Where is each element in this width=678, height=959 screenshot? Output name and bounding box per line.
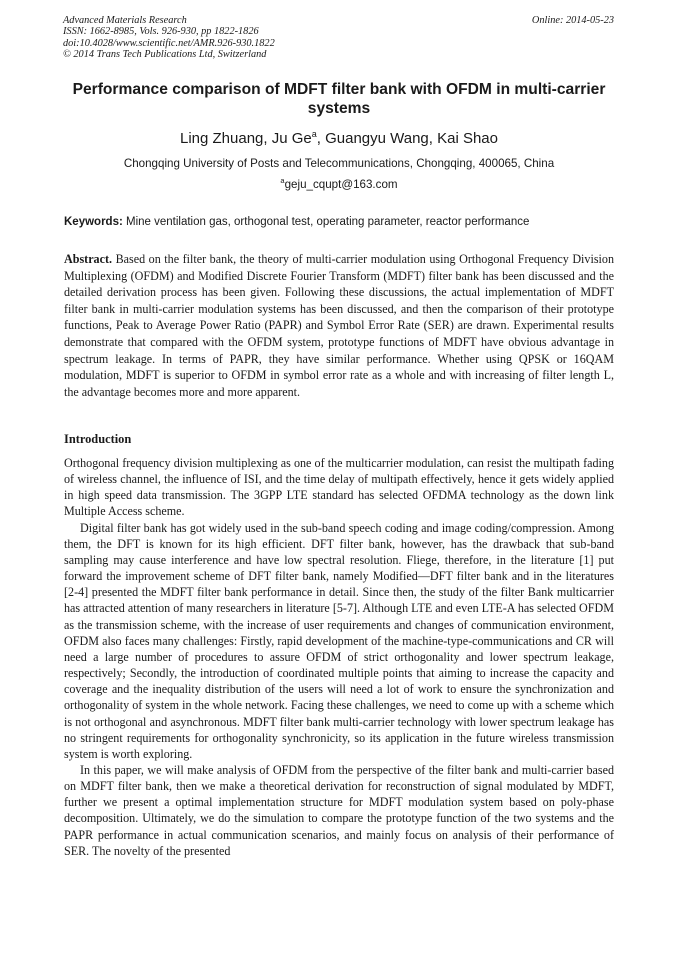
paper-title: Performance comparison of MDFT filter bank with OFDM in multi-carrier systems [72, 81, 606, 117]
issn-line: ISSN: 1662-8985, Vols. 926-930, pp 1822-1826 [63, 26, 259, 38]
email-address: geju_cqupt@163.com [284, 178, 398, 191]
keywords-label: Keywords: [64, 216, 123, 228]
authors-part2: , Guangyu Wang, Kai Shao [316, 130, 498, 147]
author-mark: a [311, 129, 317, 139]
affiliation: Chongqing University of Posts and Telecommunications, Chongqing, 400065, China [123, 157, 555, 170]
paragraph: Orthogonal frequency division multiplexing as one of the multicarrier modulation, can resist the multipath fading of wireless channel, the influence of ISI, and the time delay of multipath effectively, hence it gets widely applied in high speed data transmission. The 3GPP LTE standard has selected OFDMA technology as the down link Multiple Access scheme. [64, 456, 614, 519]
authors-part1: Ling Zhuang, Ju Ge [179, 130, 312, 147]
abstract-label: Abstract. [64, 252, 113, 266]
keywords [64, 215, 624, 229]
author-list [40, 130, 638, 148]
paragraph: In this paper, we will make analysis of OFDM from the perspective of the filter bank and multi-carrier based on MDFT filter bank, then we make a theoretical derivation for reconstruction of signal modulated by MDFT, further we present a optimal implementation structure for MDFT modulation system based on poly-phase decomposition. Ultimately, we do the simulation to compare the prototype function of the two systems and the PAPR performance in actual communication scenarios, and mainly focus on analysis of their performance of SER. The novelty of the presented [64, 762, 614, 858]
journal-header [63, 15, 275, 60]
introduction-body [64, 455, 614, 859]
keywords-text: Mine ventilation gas, orthogonal test, operating parameter, reactor performance [122, 216, 530, 228]
section-heading-introduction: Introduction [64, 432, 132, 446]
online-date: Online: 2014-05-23 [531, 15, 614, 26]
author-email [30, 178, 648, 192]
paragraph: Digital filter bank has got widely used in the sub-band speech coding and image coding/compression. Among them, the DFT is known for its high efficient. DFT filter bank, however, has the drawback that sub-band sampling may cause interference and have low spectral resolution. Fliege, therefore, in the literature [1] put forward the improvement scheme of DFT filter bank, namely Modified—DFT filter bank and in the literatures [2-4] presented the MDFT filter bank performance in detail. Since then, the study of the filter Bank multicarrier has attracted attention of many researchers in literature [5-7]. Although LTE and even LTE-A has selected OFDM as the transmission scheme, with the increase of user requirements and changes of communication environment, OFDM also faces many challenges: Firstly, rapid development of the machine-type-communications and CR will need a large number of procedures to assure OFDM of strict orthogonality and lower spectrum leakage, respectively; Secondly, the introduction of coordinated multiple points that aiming to increase the capacity and coverage and the inequality distribution of the users will need a lot of work to ensure the synchronization and orthogonality of system in the whole network. Facing these challenges, we need to come up with a scheme which is not orthogonal and asynchronous. MDFT filter bank multi-carrier technology with lower spectrum leakage has no stringent requirements for orthogonality synchronicity, so its application in the future wireless transmission system is worth exploring. [64, 520, 614, 761]
email-mark: a [280, 176, 285, 185]
copyright-line: © 2014 Trans Tech Publications Ltd, Switzerland [63, 48, 267, 60]
doi-line: doi:10.4028/www.scientific.net/AMR.926-930.1822 [63, 37, 275, 49]
journal-name: Advanced Materials Research [63, 15, 187, 26]
abstract-text: Based on the filter bank, the theory of multi-carrier modulation using Orthogonal Frequency Division Multiplexing (OFDM) and Modified Discrete Fourier Transform (MDFT) filter bank has been discussed and the detailed derivation process has been given. Following these discussions, the actual implementation of MDFT filter bank in multi-carrier modulation systems has been discussed, and then the comparison of their prototype functions, Peak to Average Power Ratio (PAPR) and Symbol Error Rate (SER) are drawn. Experimental results demonstrate that compared with the OFDM system, prototype functions of MDFT have obvious advantage in spectrum leakage. In terms of PAPR, they have similar performance. Whether using QPSK or 16QAM modulation, MDFT is superior to OFDM in symbol error rate as a whole and with increasing of filter length L, the advantage becomes more and more apparent. [64, 252, 614, 399]
abstract [64, 251, 614, 400]
